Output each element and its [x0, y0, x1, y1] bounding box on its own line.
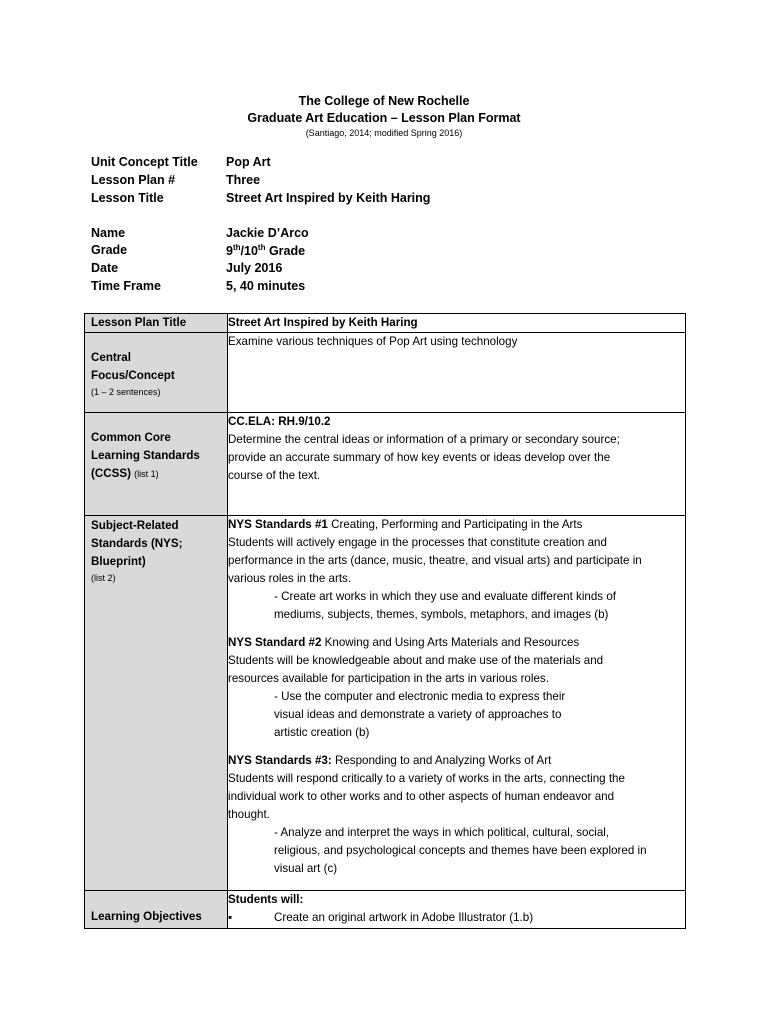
subject-standards-label: Subject-Related Standards (NYS; Blueprint) (list 2): [85, 516, 228, 891]
name-value: Jackie D’Arco: [226, 226, 309, 240]
name-label: Name: [91, 226, 126, 240]
grade-label: Grade: [91, 243, 128, 257]
lesson-title-value: Street Art Inspired by Keith Haring: [226, 191, 431, 205]
date-value: July 2016: [226, 261, 283, 275]
table-row: [85, 891, 686, 929]
learning-objectives-label: Learning Objectives: [85, 891, 228, 929]
subject-standards-value: NYS Standards #1 Creating, Performing and Participating in the Arts Students will actively engage in the processes that constitute creation and performance in the arts (dance, music, theatre, and visual arts) and participate in various roles in the arts. - Create art works in which they use and evaluate different kinds of mediums, subjects, themes, symbols, metaphors, and images (b) NYS Standard #2 Knowing and Using Arts Materials and Resources Students will be knowledgeable about and make use of the materials and resources available for participation in the arts in various roles. - Use the computer and electronic media to express their visual ideas and demonstrate a variety of approaches to artistic creation (b) NYS Standards #3: Responding to and Analyzing Works of Art Students will respond critically to a variety of works in the arts, connecting the individual work to other works and to other aspects of human endeavor and thought. - Analyze and interpret the ways in which political, cultural, social, religious, and psychological concepts and themes have been explored in visual art (c): [228, 516, 686, 891]
standard-3-heading: NYS Standards #3: Responding to and Analyzing Works of Art: [228, 754, 552, 767]
citation: (Santiago, 2014; modified Spring 2016): [305, 128, 463, 138]
date-label: Date: [91, 261, 119, 275]
learning-objectives-value: Students will: ▪ Create an original artwork in Adobe Illustrator (1.b): [228, 891, 686, 929]
table-row: [85, 516, 686, 891]
lesson-plan-title-label: Lesson Plan Title: [85, 314, 228, 333]
standard-2-heading: NYS Standard #2 Knowing and Using Arts Materials and Resources: [228, 636, 580, 649]
central-focus-value: Examine various techniques of Pop Art using technology: [228, 333, 686, 413]
table-row: [85, 314, 686, 333]
grade-value: 9th/10th Grade: [226, 243, 306, 259]
college-name: The College of New Rochelle: [298, 94, 470, 108]
program-title: Graduate Art Education – Lesson Plan Format: [247, 111, 521, 125]
unit-concept-title-value: Pop Art: [226, 155, 271, 169]
lesson-title-label: Lesson Title: [91, 191, 164, 205]
unit-concept-title-label: Unit Concept Title: [91, 155, 198, 169]
ccss-label: Common Core Learning Standards (CCSS) (list 1): [85, 413, 228, 516]
ccss-value: CC.ELA: RH.9/10.2 Determine the central ideas or information of a primary or secondary source; provide an accurate summary of how key events or ideas develop over the course of the text.: [228, 413, 686, 516]
standard-1-heading: NYS Standards #1 Creating, Performing and Participating in the Arts: [228, 518, 583, 531]
table-row: [85, 333, 686, 413]
list-item: ▪ Create an original artwork in Adobe Illustrator (1.b): [228, 909, 685, 927]
central-focus-label: Central Focus/Concept (1 – 2 sentences): [85, 333, 228, 413]
lesson-plan-number-label: Lesson Plan #: [91, 173, 176, 187]
time-frame-value: 5, 40 minutes: [226, 279, 306, 293]
lesson-plan-title-value: Street Art Inspired by Keith Haring: [228, 314, 686, 333]
lesson-plan-number-value: Three: [226, 173, 261, 187]
time-frame-label: Time Frame: [91, 279, 161, 293]
bullet-icon: ▪: [228, 911, 233, 924]
lesson-plan-table: [84, 313, 686, 929]
table-row: [85, 413, 686, 516]
